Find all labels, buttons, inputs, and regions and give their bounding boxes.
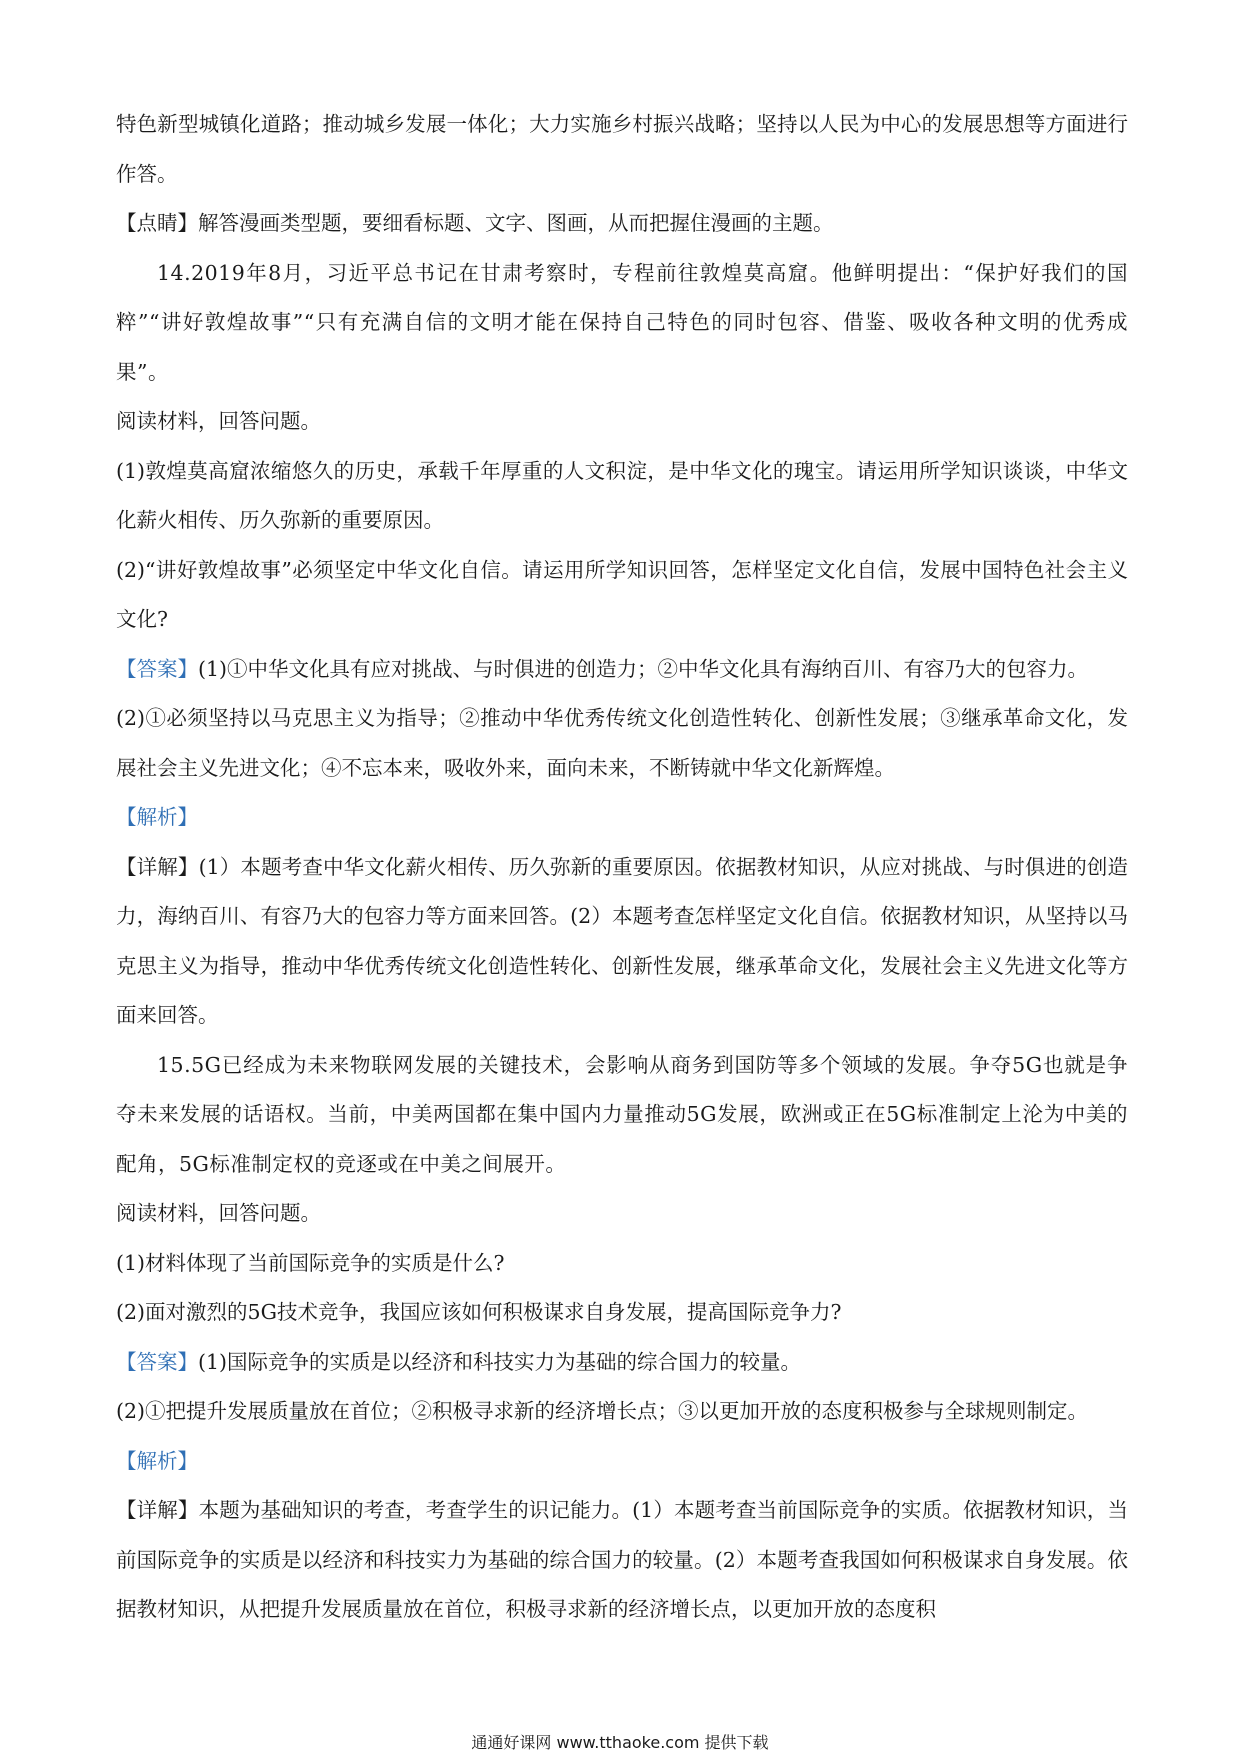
detail-14-text: (1）本题考查中华文化薪火相传、历久弥新的重要原因。依据教材知识，从应对挑战、与时俱进的创造力，海纳百川、有容乃大的包容力等方面来回答。(2）本题考查怎样坚定文化自信。依据教材知识，从坚持以马克思主义为指导，推动中华优秀传统文化创造性转化、创新性发展，继承革命文化，发展社会主义先进文化等方面来回答。 [116, 854, 1129, 1027]
detail-label: 【详解】 [116, 854, 199, 879]
intro-paragraph: 特色新型城镇化道路；推动城乡发展一体化；大力实施乡村振兴战略；坚持以人民为中心的发展思想等方面进行作答。 [116, 112, 1128, 186]
answer-label: 【答案】 [116, 1349, 198, 1374]
analysis-label: 【解析】 [116, 1448, 198, 1473]
question-14-stem: 14.2019年8月，习近平总书记在甘肃考察时，专程前往敦煌莫高窟。他鲜明提出：“保护好我们的国粹”“讲好敦煌故事”“只有充满自信的文明才能在保持自己特色的同时包容、借鉴、吸收各种文明的优秀成果”。 [116, 260, 1128, 384]
answer-14-part2: (2)①必须坚持以马克思主义为指导；②推动中华优秀传统文化创造性转化、创新性发展；③继承革命文化，发展社会主义先进文化；④不忘本来，吸收外来，面向未来，不断铸就中华文化新辉煌。 [116, 706, 1128, 780]
answer-14-text1: (1)①中华文化具有应对挑战、与时俱进的创造力；②中华文化具有海纳百川、有容乃大的包容力。 [198, 656, 1089, 681]
page-footer: 通通好课网 www.tthaoke.com 提供下载 [471, 1733, 769, 1752]
detail-14 [116, 843, 1128, 1041]
question-14-sub2: (2)“讲好敦煌故事”必须坚定中华文化自信。请运用所学知识回答，怎样坚定文化自信，发展中国特色社会主义文化? [116, 557, 1128, 631]
answer-15-part2: (2)①把提升发展质量放在首位；②积极寻求新的经济增长点；③以更加开放的态度积极参与全球规则制定。 [116, 1399, 1089, 1423]
question-15-sub1: (1)材料体现了当前国际竞争的实质是什么? [116, 1250, 505, 1275]
document-body [116, 100, 1128, 1635]
answer-15-text1: (1)国际竞争的实质是以经济和科技实力为基础的综合国力的较量。 [198, 1349, 802, 1374]
tip-paragraph [116, 199, 1128, 249]
question-15-prompt: 阅读材料，回答问题。 [116, 1201, 321, 1225]
answer-label: 【答案】 [116, 656, 198, 681]
detail-15 [116, 1486, 1128, 1635]
tip-label: 【点睛】 [116, 211, 198, 235]
question-14-sub1: (1)敦煌莫高窟浓缩悠久的历史，承载千年厚重的人文积淀，是中华文化的瑰宝。请运用所学知识谈谈，中华文化薪火相传、历久弥新的重要原因。 [116, 458, 1128, 532]
answer-15-part1 [116, 1338, 1128, 1388]
detail-label: 【详解】 [116, 1498, 199, 1522]
question-15-sub2: (2)面对激烈的5G技术竞争，我国应该如何积极谋求自身发展，提高国际竞争力? [116, 1300, 842, 1324]
question-14-prompt: 阅读材料，回答问题。 [116, 409, 321, 433]
tip-text: 解答漫画类型题，要细看标题、文字、图画，从而把握住漫画的主题。 [198, 211, 834, 235]
detail-15-text: 本题为基础知识的考查，考查学生的识记能力。(1）本题考查当前国际竞争的实质。依据教材知识，当前国际竞争的实质是以经济和科技实力为基础的综合国力的较量。(2）本题考查我国如何积极谋求自身发展。依据教材知识，从把提升发展质量放在首位，积极寻求新的经济增长点，以更加开放的态度积 [116, 1498, 1129, 1621]
answer-14-part1 [116, 645, 1128, 695]
analysis-label: 【解析】 [116, 805, 198, 829]
question-15-stem: 15.5G已经成为未来物联网发展的关键技术，会影响从商务到国防等多个领域的发展。争夺5G也就是争夺未来发展的话语权。当前，中美两国都在集中国内力量推动5G发展，欧洲或正在5G标准制定上沦为中美的配角，5G标准制定权的竞逐或在中美之间展开。 [116, 1052, 1128, 1176]
